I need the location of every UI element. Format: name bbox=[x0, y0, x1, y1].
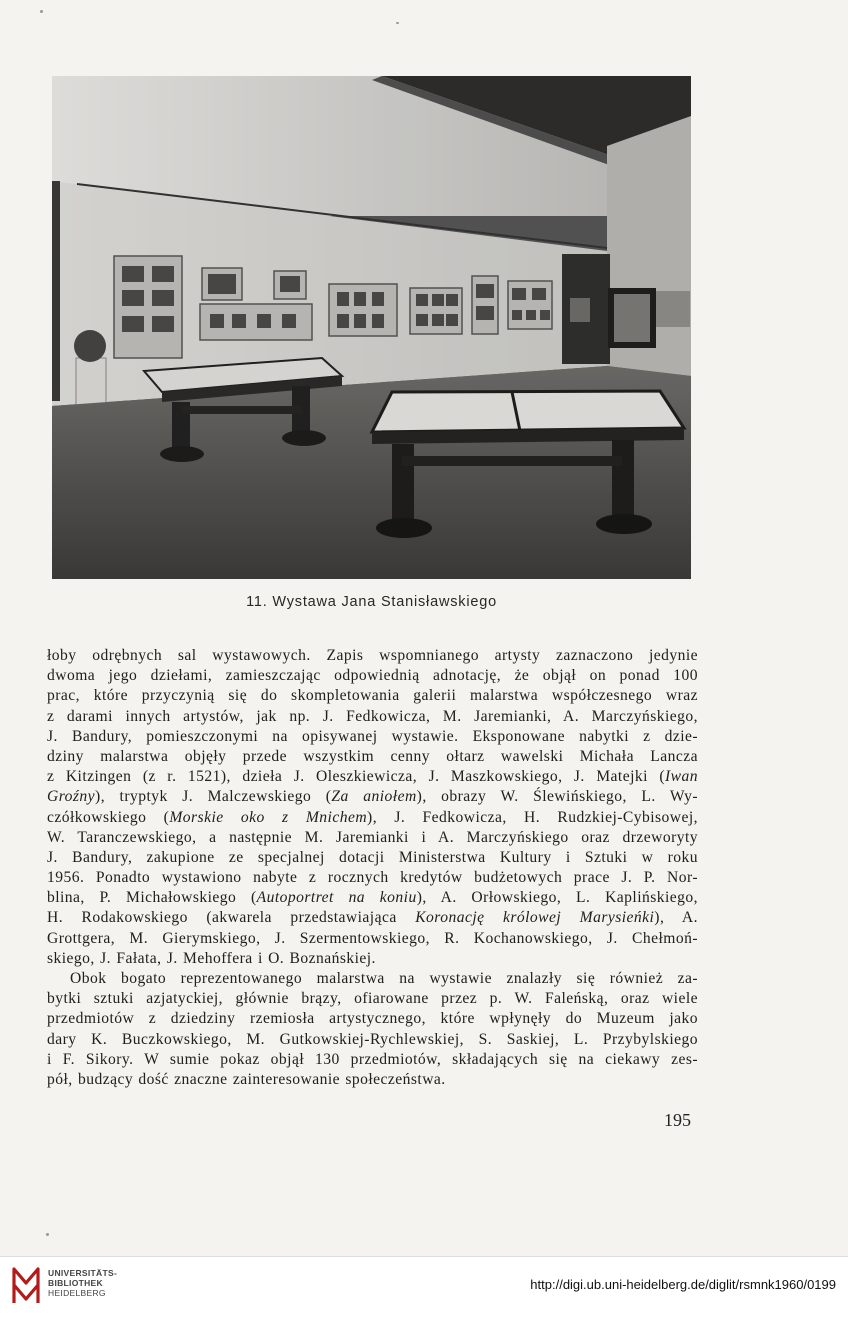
artwork-title: Za aniołem bbox=[331, 788, 417, 806]
text-line: przedmiotów z dziedziny rzemiosła artystycznego, które wpłynęły do Muzeum jako bbox=[47, 1010, 698, 1028]
text-line: skiego, J. Fałata, J. Mehoffera i O. Boznańskiej. bbox=[47, 949, 376, 967]
text-line: i F. Sikory. W sumie pokaz objął 130 przedmiotów, składających się na ciekawy zes- bbox=[47, 1050, 698, 1068]
library-name-line: HEIDELBERG bbox=[48, 1288, 106, 1298]
text-line: J. Bandury, zakupione ze specjalnej dotacji Ministerstwa Kultury i Sztuki w roku bbox=[47, 848, 698, 866]
text-line: czółkowskiego (Morskie oko z Mnichem), J. Fedkowicza, H. Rudzkiej-Cybisowej, bbox=[47, 808, 698, 826]
library-name[interactable] bbox=[48, 1268, 117, 1298]
text-line: dary K. Buczkowskiego, M. Gutkowskiej-Rychlewskiej, S. Saskiej, L. Przybylskiego bbox=[47, 1030, 698, 1048]
text-line: J. Bandury, pomieszczonymi na opisywanej wystawie. Eksponowane nabytki z dzie- bbox=[47, 727, 698, 745]
text-line: pół, budzący dość znaczne zainteresowanie społeczeństwa. bbox=[47, 1070, 446, 1088]
artwork-title: Autoportret na koniu bbox=[256, 889, 417, 907]
text-line: Groźny), tryptyk J. Malczewskiego (Za aniołem), obrazy W. Ślewińskiego, L. Wy- bbox=[47, 788, 698, 806]
text-line: 1956. Ponadto wystawiono nabyte z rocznych kredytów budżetowych prace J. P. Nor- bbox=[47, 869, 698, 887]
permalink-url[interactable]: http://digi.ub.uni-heidelberg.de/diglit/rsmnk1960/0199 bbox=[530, 1277, 836, 1292]
body-text bbox=[47, 646, 698, 1090]
text-line: dziny malarstwa objęły przede wszystkim cenny ołtarz wawelski Michała Lancza bbox=[47, 747, 698, 765]
artwork-title: Morskie oko z Mnichem bbox=[169, 808, 368, 826]
page-number: 195 bbox=[664, 1110, 691, 1130]
text-line: dwoma jego dziełami, zamieszczając odpowiednią adnotację, że objął on ponad 100 bbox=[47, 667, 698, 685]
text-line: H. Rodakowskiego (akwarela przedstawiająca Koronację królowej Marysieńki), A. bbox=[47, 909, 698, 927]
library-name-line: BIBLIOTHEK bbox=[48, 1278, 103, 1288]
scan-speck bbox=[40, 10, 43, 13]
university-library-logo-icon[interactable] bbox=[10, 1263, 42, 1307]
text-line: W. Taranczewskiego, a następnie M. Jaremianki i A. Marczyńskiego oraz drzeworyty bbox=[47, 828, 698, 846]
artwork-title: Iwan bbox=[665, 768, 698, 786]
library-footer bbox=[0, 1256, 848, 1317]
text-line: łoby odrębnych sal wystawowych. Zapis wspomnianego artysty zaznaczono jedynie bbox=[47, 647, 698, 664]
exhibition-photograph bbox=[52, 76, 691, 579]
paragraph-2 bbox=[47, 969, 698, 1090]
library-name-line: UNIVERSITÄTS- bbox=[48, 1268, 118, 1278]
photo-caption: 11. Wystawa Jana Stanisławskiego bbox=[246, 594, 497, 610]
scan-speck bbox=[396, 22, 399, 24]
artwork-title: Groźny bbox=[47, 788, 96, 806]
text-line: bytki sztuki azjatyckiej, głównie brązy, ofiarowane przez p. W. Faleńską, oraz wiele bbox=[47, 990, 698, 1008]
text-line: z Kitzingen (z r. 1521), dzieła J. Oleszkiewicza, J. Maszkowskiego, J. Matejki (Iwan bbox=[47, 768, 698, 786]
text-line: z darami innych artystów, jak np. J. Fedkowicza, M. Jaremianki, A. Marczyńskiego, bbox=[47, 707, 698, 725]
text-line: Obok bogato reprezentowanego malarstwa na wystawie znalazły się również za- bbox=[70, 970, 698, 987]
artwork-title: Koronację królowej Marysieńki bbox=[415, 909, 655, 927]
text-line: Grottgera, M. Gierymskiego, J. Szermentowskiego, R. Kochanowskiego, J. Chełmoń- bbox=[47, 929, 698, 947]
paragraph-1 bbox=[47, 646, 698, 969]
text-line: blina, P. Michałowskiego (Autoportret na koniu), A. Orłowskiego, L. Kaplińskiego, bbox=[47, 889, 699, 907]
exhibition-hall-illustration bbox=[52, 76, 691, 579]
text-line: prac, które przyczynią się do skompletowania galerii malarstwa współczesnego wraz bbox=[47, 687, 698, 705]
scan-speck bbox=[46, 1233, 49, 1236]
